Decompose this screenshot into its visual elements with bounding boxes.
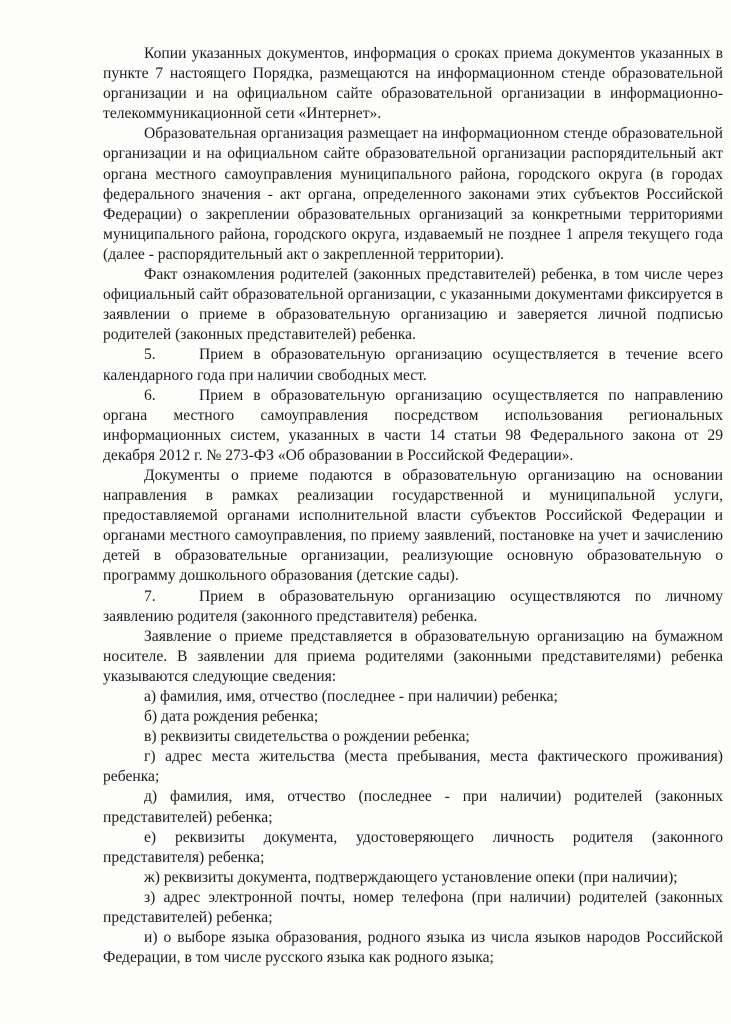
paragraph-item-6 xyxy=(103,386,723,466)
paragraph-item-7 xyxy=(103,587,723,627)
item-text: Прием в образовательную организацию осуществляются по личному заявлению родителя (законного представителя) ребенка. xyxy=(103,587,723,625)
paragraph-documents-submission: Документы о приеме подаются в образовательную организацию на основании направления в рамках реализации государственной и муниципальной услуги, предоставляемой органами исполнительной власти субъектов Российской Федерации и органами местного самоуправления, по приему заявлений, постановке на учет и зачислению детей в образовательные организации, реализующие основную образовательную о программу дошкольного образования (детские сады). xyxy=(103,466,723,585)
list-item-zh: ж) реквизиты документа, подтверждающего установление опеки (при наличии); xyxy=(144,868,678,886)
list-item-g: г) адрес места жительства (места пребывания, места фактического проживания) ребенка; xyxy=(103,748,723,786)
paragraph-documents-copies: Копии указанных документов, информация о сроках приема документов указанных в пункте 7 настоящего Порядка, размещаются на информационном стенде образовательной организации и на официальном сайте образовательной организации в информационно-телекоммуникационной сети «Интернет». xyxy=(103,45,723,123)
list-item-i: и) о выборе языка образования, родного языка из числа языков народов Российской Федерации, в том числе русского языка как родного языка; xyxy=(103,929,723,967)
list-item-a: а) фамилия, имя, отчество (последнее - при наличии) ребенка; xyxy=(144,688,558,705)
item-text: Прием в образовательную организацию осуществляется в течение всего календарного года при наличии свободных мест. xyxy=(103,346,723,384)
list-item-b: б) дата рождения ребенка; xyxy=(144,708,319,726)
document-body xyxy=(103,44,723,968)
item-number: 7. xyxy=(144,587,156,605)
list-item-d: д) фамилия, имя, отчество (последнее - при наличии) родителей (законных представителей) ребенка; xyxy=(103,788,723,826)
item-number: 5. xyxy=(144,346,156,364)
paragraph-acquaintance-fact: Факт ознакомления родителей (законных представителей) ребенка, в том числе через официальный сайт образовательной организации, с указанными документами фиксируется в заявлении о приеме в образовательную организацию и заверяется личной подписью родителей (законных представителей) ребенка. xyxy=(103,266,723,344)
item-number: 6. xyxy=(144,386,156,404)
list-item-v: в) реквизиты свидетельства о рождении ребенка; xyxy=(144,728,470,746)
list-item-e: е) реквизиты документа, удостоверяющего личность родителя (законного представителя) ребенка; xyxy=(103,828,723,866)
paragraph-order-placement: Образовательная организация размещает на информационном стенде образовательной организации и на официальном сайте образовательной организации распорядительный акт органа местного самоуправления муниципального района, городского округа (в городах федерального значения - акт органа, определенного законами этих субъектов Российской Федерации) о закреплении образовательных организаций за конкретными территориями муниципального района, городского округа, издаваемый не позднее 1 апреля текущего года (далее - распорядительный акт о закрепленной территории). xyxy=(103,125,723,263)
list-item-z: з) адрес электронной почты, номер телефона (при наличии) родителей (законных представителей) ребенка; xyxy=(103,888,723,927)
item-text: Прием в образовательную организацию осуществляется по направлению органа местного самоуправления посредством использования региональных информационных систем, указанных в части 14 статьи 98 Федерального закона от 29 декабря 2012 г. № 273-ФЗ «Об образовании в Российской Федерации». xyxy=(103,386,723,464)
paragraph-application-info: Заявление о приеме представляется в образовательную организацию на бумажном носителе. В заявлении для приема родителями (законными представителями) ребенка указываются следующие сведения: xyxy=(103,627,723,685)
paragraph-item-5 xyxy=(103,345,723,385)
